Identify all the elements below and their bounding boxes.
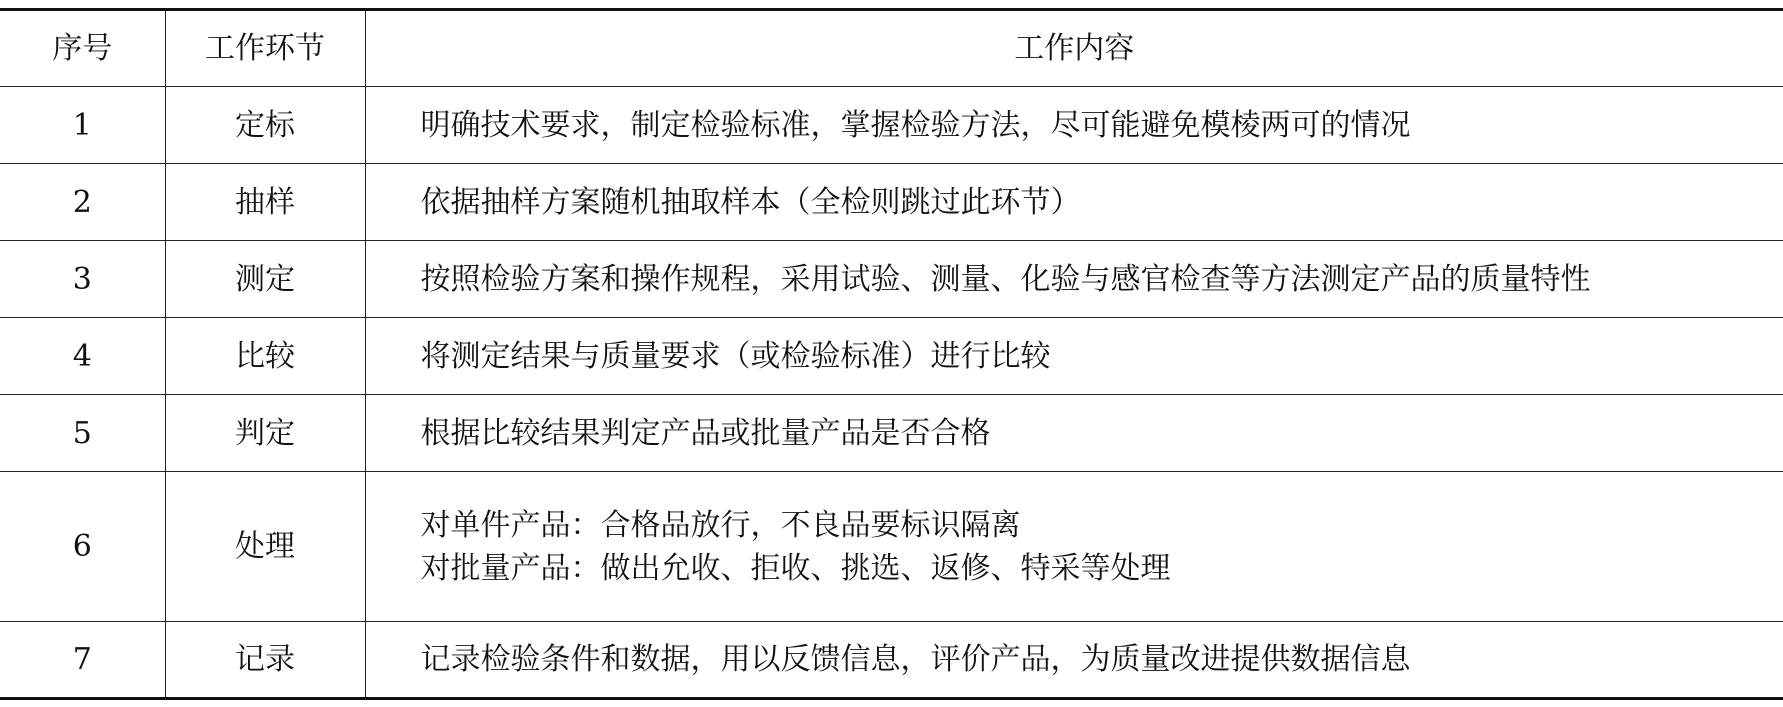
table-row bbox=[0, 164, 1783, 241]
row-number: 2 bbox=[0, 164, 165, 241]
inspection-steps-table bbox=[0, 8, 1783, 700]
table-row bbox=[0, 87, 1783, 164]
table-row bbox=[0, 472, 1783, 622]
content-line: 对批量产品：做出允收、拒收、挑选、返修、特采等处理 bbox=[420, 550, 1171, 586]
row-number: 4 bbox=[0, 318, 165, 395]
row-step: 记录 bbox=[165, 622, 365, 699]
header-content: 工作内容 bbox=[365, 10, 1783, 87]
table-row bbox=[0, 622, 1783, 699]
row-step: 抽样 bbox=[165, 164, 365, 241]
content-line: 对单件产品：合格品放行，不良品要标识隔离 bbox=[420, 507, 1021, 543]
row-content bbox=[365, 164, 1783, 241]
header-row bbox=[0, 10, 1783, 87]
content-line: 记录检验条件和数据，用以反馈信息，评价产品，为质量改进提供数据信息 bbox=[420, 642, 1411, 677]
row-step: 判定 bbox=[165, 395, 365, 472]
row-content bbox=[365, 87, 1783, 164]
row-number: 3 bbox=[0, 241, 165, 318]
table-row bbox=[0, 395, 1783, 472]
content-line: 根据比较结果判定产品或批量产品是否合格 bbox=[420, 415, 991, 451]
table-body bbox=[0, 87, 1783, 699]
content-line: 按照检验方案和操作规程，采用试验、测量、化验与感官检查等方法测定产品的质量特性 bbox=[420, 261, 1591, 297]
table-row bbox=[0, 318, 1783, 395]
row-number: 5 bbox=[0, 395, 165, 472]
table-row bbox=[0, 241, 1783, 318]
header-step: 工作环节 bbox=[165, 10, 365, 87]
content-line: 将测定结果与质量要求（或检验标准）进行比较 bbox=[420, 338, 1051, 374]
content-line: 依据抽样方案随机抽取样本（全检则跳过此环节） bbox=[420, 184, 1081, 220]
table-header bbox=[0, 10, 1783, 87]
row-content bbox=[365, 472, 1783, 622]
content-line: 明确技术要求，制定检验标准，掌握检验方法，尽可能避免模棱两可的情况 bbox=[420, 107, 1411, 143]
row-step: 比较 bbox=[165, 318, 365, 395]
header-no: 序号 bbox=[0, 10, 165, 87]
row-number: 7 bbox=[0, 622, 165, 699]
row-content bbox=[365, 318, 1783, 395]
inspection-steps-table-container bbox=[0, 8, 1783, 700]
row-number: 1 bbox=[72, 107, 92, 143]
row-content bbox=[365, 241, 1783, 318]
row-content bbox=[365, 395, 1783, 472]
row-step: 定标 bbox=[165, 87, 365, 164]
row-step: 处理 bbox=[165, 472, 365, 622]
row-step: 测定 bbox=[165, 241, 365, 318]
row-content bbox=[365, 622, 1783, 699]
row-number: 6 bbox=[0, 472, 165, 622]
